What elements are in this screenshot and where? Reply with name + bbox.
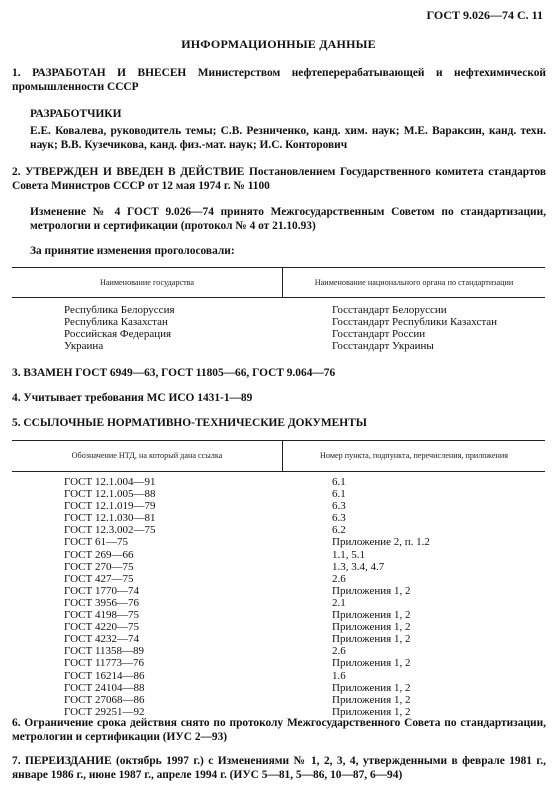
- table2-ref: Приложения 1, 2: [332, 621, 411, 634]
- table2-docs: [64, 476, 155, 718]
- section-7: [12, 754, 546, 782]
- table2-ref: Приложение 2, п. 1.2: [332, 536, 430, 549]
- table1-state: Украина: [64, 340, 104, 353]
- table2-doc: ГОСТ 269—66: [64, 548, 134, 561]
- table2-doc: ГОСТ 12.1.019—79: [64, 500, 156, 513]
- table1-state: Российская Федерация: [64, 328, 172, 341]
- table2-ref: 6.3: [332, 500, 346, 513]
- table2-doc: ГОСТ 12.1.004—91: [64, 476, 156, 488]
- section-2-text: Постановлением Государственного комитета стандартов Совета Министров СССР от 12 мая 1974 г. № 1100: [12, 166, 546, 192]
- table2-doc: ГОСТ 11358—89: [64, 645, 145, 658]
- table1-body: Госстандарт Республики Казахстан: [332, 316, 498, 329]
- section-3: 3. ВЗАМЕН ГОСТ 6949—63, ГОСТ 11805—66, ГОСТ 9.064—76: [12, 367, 336, 379]
- table2-ref: Приложения 1, 2: [332, 609, 411, 622]
- page-header: ГОСТ 9.026—74 С. 11: [426, 8, 543, 22]
- table1-header-rule: [12, 297, 545, 298]
- table2-doc: ГОСТ 29251—92: [64, 705, 145, 718]
- developers-text: Е.Е. Ковалева, руководитель темы; С.В. Резниченко, канд. хим. наук; М.Е. Вараксин, канд. техн. наук; В.В. Кузечикова, канд. физ.-мат. наук; И.С. Конторович: [30, 125, 546, 151]
- table2-ref: Приложения 1, 2: [332, 681, 411, 694]
- table2-doc: ГОСТ 4198—75: [64, 609, 139, 622]
- table2-ref: Приложения 1, 2: [332, 633, 411, 646]
- table2-ref: 1.1, 5.1: [332, 548, 365, 561]
- table2-doc: ГОСТ 24104—88: [64, 681, 145, 694]
- table1-states: [64, 304, 175, 352]
- section-2-heading: УТВЕРЖДЕН И ВВЕДЕН В ДЕЙСТВИЕ: [25, 166, 245, 178]
- table2-doc: ГОСТ 270—75: [64, 560, 134, 573]
- voting-caption: За принятие изменения проголосовали:: [30, 245, 235, 257]
- page-title: ИНФОРМАЦИОННЫЕ ДАННЫЕ: [181, 37, 376, 51]
- table1-bodies: [332, 304, 497, 352]
- table2-doc: ГОСТ 12.1.005—88: [64, 488, 156, 501]
- table2-doc: ГОСТ 12.3.002—75: [64, 524, 156, 537]
- table2-ref: 1.3, 3.4, 4.7: [332, 560, 385, 573]
- table2-doc: ГОСТ 3956—76: [64, 596, 139, 609]
- section-7-text: с Изменениями № 1, 2, 3, 4, утвержденными в феврале 1981 г., январе 1986 г., июне 1987 г., апреле 1994 г. (ИУС 5—81, 5—86, 10—87, 6—94): [12, 755, 547, 781]
- table1-state: Республика Казахстан: [64, 316, 168, 329]
- table2-ref: Приложения 1, 2: [332, 584, 411, 597]
- developers-heading: РАЗРАБОТЧИКИ: [30, 108, 122, 120]
- table2-header-rule: [12, 471, 545, 472]
- section-6: 6. Ограничение срока действия снято по протоколу Межгосударственного Совета по стандартизации, метрологии и сертификации (ИУС 2—93): [12, 717, 546, 743]
- section-7-heading: 7. ПЕРЕИЗДАНИЕ (октябрь 1997 г.): [12, 755, 204, 767]
- table1-header-state: Наименование государства: [99, 278, 195, 287]
- table2-doc: ГОСТ 1770—74: [64, 584, 139, 597]
- table2-doc: ГОСТ 4232—74: [64, 633, 139, 646]
- table2-header-doc: Обозначение НТД, на который дана ссылка: [71, 451, 223, 460]
- table2-ref: 2.6: [332, 645, 346, 658]
- section-4: 4. Учитывает требования МС ИСО 1431-1—89: [12, 392, 253, 404]
- table2-ref: Приложения 1, 2: [332, 705, 411, 718]
- table2-top-rule: [12, 440, 545, 441]
- section-2: [12, 165, 546, 193]
- table1-top-rule: [12, 267, 545, 268]
- table2-ref: 1.6: [332, 669, 346, 682]
- table2-ref: Приложения 1, 2: [332, 657, 411, 670]
- section-1-text: Министерством нефтеперерабатывающей и нефтехимической промышленности СССР: [12, 67, 546, 93]
- table2-header-ref: Номер пункта, подпункта, перечисления, приложения: [319, 451, 509, 460]
- table2-doc: ГОСТ 61—75: [64, 536, 128, 549]
- table2-ref: 6.2: [332, 524, 346, 537]
- table1-state: Республика Белоруссия: [64, 304, 175, 316]
- table2-ref: 6.1: [332, 476, 346, 488]
- table1-body: Госстандарт Белоруссии: [332, 304, 447, 316]
- section-1-number: 1.: [12, 67, 21, 79]
- table2-doc: ГОСТ 16214—86: [64, 669, 145, 682]
- table2-doc: ГОСТ 11773—76: [64, 657, 145, 670]
- section-2-number: 2.: [12, 166, 21, 178]
- table2-doc: ГОСТ 12.1.030—81: [64, 512, 156, 525]
- table2-refs: [332, 476, 430, 718]
- section-1-heading: РАЗРАБОТАН И ВНЕСЕН: [32, 67, 187, 79]
- table2-ref: 2.6: [332, 572, 346, 585]
- table2-ref: Приложения 1, 2: [332, 693, 411, 706]
- table2-ref: 6.3: [332, 512, 346, 525]
- table2-doc: ГОСТ 4220—75: [64, 621, 139, 634]
- table2-ref: 6.1: [332, 488, 346, 501]
- table2-ref: 2.1: [332, 596, 346, 609]
- section-5: 5. ССЫЛОЧНЫЕ НОРМАТИВНО-ТЕХНИЧЕСКИЕ ДОКУМЕНТЫ: [12, 417, 367, 429]
- table1-body: Госстандарт Украины: [332, 340, 434, 353]
- table1-header-body: Наименование национального органа по стандартизации: [314, 278, 514, 287]
- table2-doc: ГОСТ 427—75: [64, 572, 134, 585]
- table1-body: Госстандарт России: [332, 328, 426, 341]
- change-4-note: Изменение № 4 ГОСТ 9.026—74 принято Межгосударственным Советом по стандартизации, метрологии и сертификации (протокол № 4 от 21.10.93): [30, 206, 546, 232]
- table2-doc: ГОСТ 27068—86: [64, 693, 145, 706]
- section-1: [12, 66, 546, 94]
